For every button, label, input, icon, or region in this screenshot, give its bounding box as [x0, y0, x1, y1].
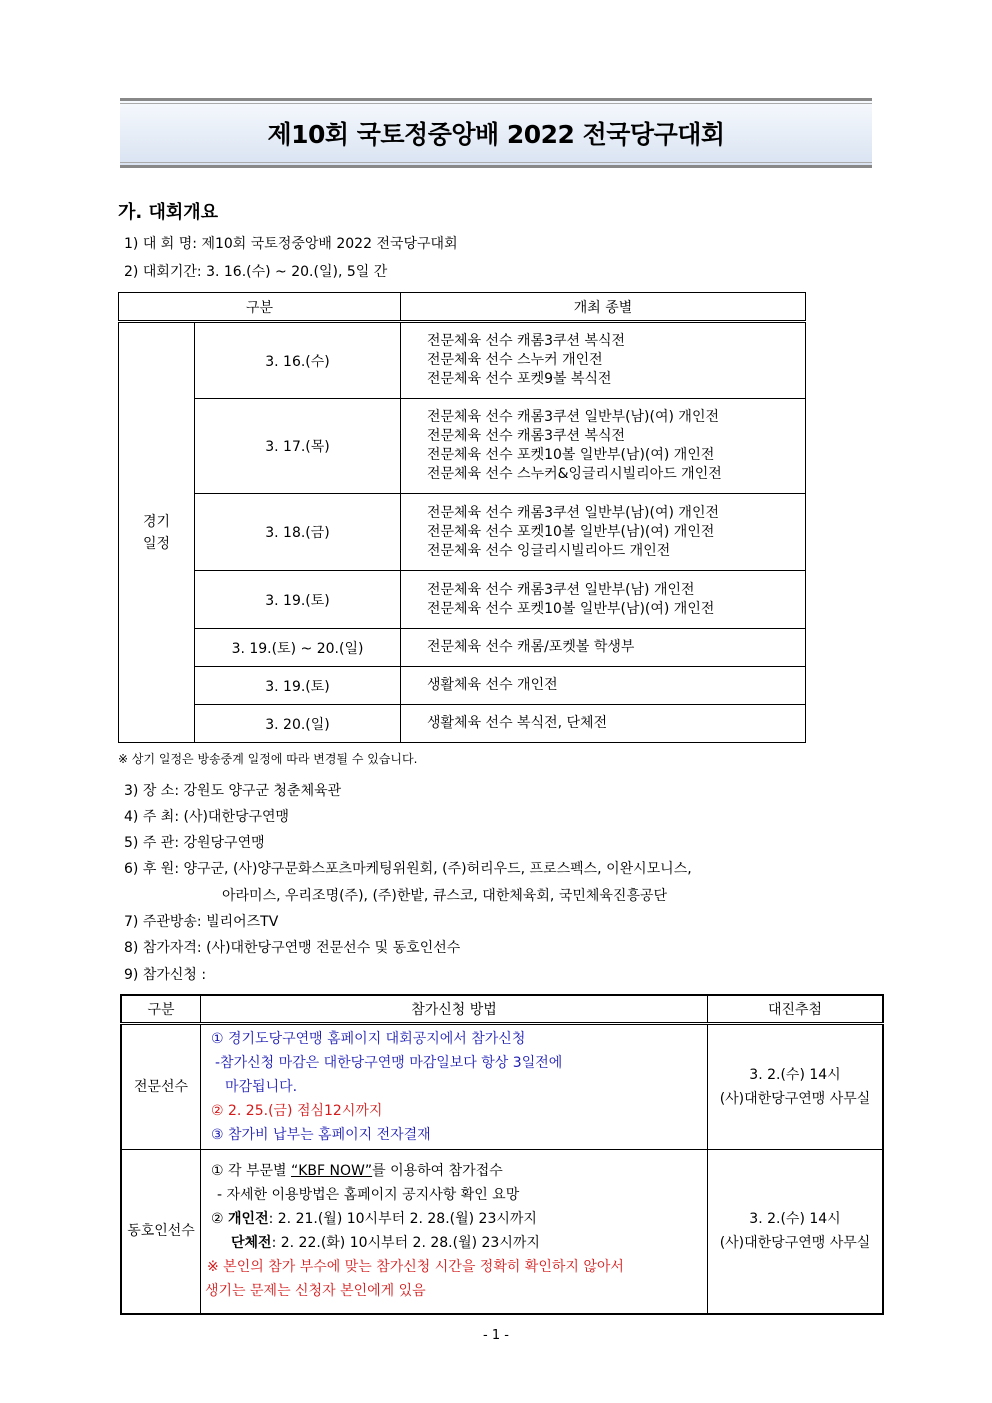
title-banner: [120, 98, 872, 168]
registration-header-row: [121, 995, 883, 1024]
schedule-date: 3. 20.(일): [195, 705, 401, 743]
schedule-events: [401, 399, 806, 494]
schedule-event: 전문체육 선수 포켓10볼 일반부(남)(여) 개인전: [427, 600, 715, 617]
registration-draw: [708, 1150, 884, 1314]
overview-name: 1) 대 회 명: 제10회 국토정중앙배 2022 전국당구대회: [124, 236, 458, 252]
page-number: - 1 -: [483, 1328, 509, 1343]
schedule-event: 전문체육 선수 잉글리시빌리아드 개인전: [427, 542, 671, 559]
method-text: ① 각 부문별: [211, 1163, 291, 1180]
method-line: 마감됩니다.: [225, 1079, 298, 1095]
method-text: : 2. 22.(화) 10시부터 2. 28.(월) 23시까지: [271, 1235, 540, 1252]
schedule-date: 3. 17.(목): [195, 399, 401, 494]
method-text: 를 이용하여 참가접수: [372, 1163, 503, 1180]
schedule-events: [401, 667, 806, 705]
draw-place: (사)대한당구연맹 사무실: [719, 1091, 871, 1107]
method-line: ① 경기도당구연맹 홈페이지 대회공지에서 참가신청: [211, 1031, 526, 1047]
registration-category: 동호인선수: [121, 1150, 201, 1314]
registration-table: [120, 994, 884, 1315]
registration-category: 전문선수: [121, 1024, 201, 1150]
schedule-date: 3. 16.(수): [195, 322, 401, 399]
schedule-event: 전문체육 선수 포켓10볼 일반부(남)(여) 개인전: [427, 447, 715, 463]
schedule-event: 전문체육 선수 캐롬3쿠션 복식전: [427, 333, 626, 349]
draw-time: 3. 2.(수) 14시: [749, 1211, 841, 1228]
detail-eligibility: 8) 참가자격: (사)대한당구연맹 전문선수 및 동호인선수: [124, 940, 461, 956]
schedule-event: 전문체육 선수 스누커&잉글리시빌리아드 개인전: [427, 466, 722, 482]
method-line: [205, 1231, 705, 1255]
schedule-date: 3. 19.(토) ~ 20.(일): [195, 629, 401, 667]
schedule-events: [401, 571, 806, 629]
registration-header-category: 구분: [121, 995, 201, 1024]
schedule-group-label-line: 경기: [142, 513, 171, 530]
schedule-event: 전문체육 선수 캐롬3쿠션 일반부(남)(여) 개인전: [427, 409, 719, 425]
draw-time: 3. 2.(수) 14시: [749, 1067, 841, 1083]
schedule-events: [401, 322, 806, 399]
schedule-row: [119, 571, 806, 629]
overview-period: 2) 대회기간: 3. 16.(수) ~ 20.(일), 5일 간: [124, 264, 388, 280]
schedule-event: 전문체육 선수 스누커 개인전: [427, 352, 603, 368]
schedule-header-category: 구분: [119, 293, 401, 322]
schedule-event: 전문체육 선수 포켓10볼 일반부(남)(여) 개인전: [427, 523, 715, 540]
method-warning: ※ 본인의 참가 부수에 맞는 참가신청 시간을 정확히 확인하지 않아서: [207, 1259, 624, 1276]
schedule-date: 3. 18.(금): [195, 494, 401, 571]
method-bold: 개인전: [228, 1211, 269, 1228]
schedule-row: [119, 399, 806, 494]
schedule-event: 전문체육 선수 포켓9볼 복식전: [427, 371, 612, 387]
schedule-events: [401, 494, 806, 571]
schedule-table: [118, 292, 806, 743]
registration-draw: [708, 1024, 884, 1150]
method-line: ③ 참가비 납부는 홈페이지 전자결재: [211, 1127, 431, 1143]
method-line: ② 2. 25.(금) 점심12시까지: [211, 1103, 383, 1119]
schedule-event: 생활체육 선수 개인전: [427, 677, 558, 693]
detail-broadcast: 7) 주관방송: 빌리어즈TV: [124, 914, 279, 930]
schedule-event: 전문체육 선수 캐롬/포켓볼 학생부: [427, 639, 635, 655]
schedule-event: 전문체육 선수 캐롬3쿠션 복식전: [427, 428, 626, 444]
method-warning: 생기는 문제는 신청자 본인에게 있음: [205, 1283, 426, 1300]
registration-header-draw: 대진추첨: [708, 995, 884, 1024]
registration-method: [201, 1150, 708, 1314]
registration-method: [201, 1024, 708, 1150]
method-line: - 자세한 이용방법은 홈페이지 공지사항 확인 요망: [217, 1187, 520, 1204]
detail-sponsor-cont: 아라미스, 우리조명(주), (주)한밭, 큐스코, 대한체육회, 국민체육진흥공단: [222, 888, 668, 904]
schedule-date: 3. 19.(토): [195, 667, 401, 705]
registration-row-amateur: [121, 1150, 883, 1314]
schedule-header-row: [119, 293, 806, 322]
detail-organizer: 5) 주 관: 강원당구연맹: [124, 835, 265, 851]
schedule-events: [401, 629, 806, 667]
schedule-row: [119, 667, 806, 705]
schedule-event: 생활체육 선수 복식전, 단체전: [427, 715, 608, 731]
schedule-group-label: [119, 322, 195, 743]
schedule-row: [119, 322, 806, 399]
schedule-date: 3. 19.(토): [195, 571, 401, 629]
method-bold: 단체전: [231, 1235, 272, 1252]
registration-row-pro: [121, 1024, 883, 1150]
detail-sponsor: 6) 후 원: 양구군, (사)양구문화스포츠마케팅위원회, (주)허리우드, 프로스펙스, 이완시모니스,: [124, 861, 692, 877]
method-line: -참가신청 마감은 대한당구연맹 마감일보다 항상 3일전에: [215, 1055, 563, 1071]
schedule-event: 전문체육 선수 캐롬3쿠션 일반부(남)(여) 개인전: [427, 504, 719, 521]
schedule-event: 전문체육 선수 캐롬3쿠션 일반부(남) 개인전: [427, 581, 695, 598]
draw-place: (사)대한당구연맹 사무실: [719, 1235, 871, 1252]
registration-header-method: 참가신청 방법: [201, 995, 708, 1024]
schedule-row: [119, 629, 806, 667]
method-text: ②: [211, 1211, 224, 1228]
schedule-row: [119, 494, 806, 571]
method-line: [205, 1207, 705, 1231]
schedule-group-label-line: 일정: [142, 535, 171, 552]
schedule-header-events: 개최 종별: [401, 293, 806, 322]
kbf-now-link[interactable]: “KBF NOW”: [291, 1163, 373, 1180]
method-text: : 2. 21.(월) 10시부터 2. 28.(월) 23시까지: [268, 1211, 537, 1228]
schedule-events: [401, 705, 806, 743]
schedule-row: [119, 705, 806, 743]
detail-registration: 9) 참가신청 :: [124, 967, 207, 983]
schedule-note: ※ 상기 일정은 방송중계 일정에 따라 변경될 수 있습니다.: [118, 752, 418, 766]
document-title: 제10회 국토정중앙배 2022 전국당구대회: [267, 120, 725, 149]
method-line: [205, 1159, 705, 1183]
detail-venue: 3) 장 소: 강원도 양구군 청춘체육관: [124, 783, 342, 799]
section-title: 가. 대회개요: [118, 202, 219, 223]
detail-host: 4) 주 최: (사)대한당구연맹: [124, 809, 290, 825]
